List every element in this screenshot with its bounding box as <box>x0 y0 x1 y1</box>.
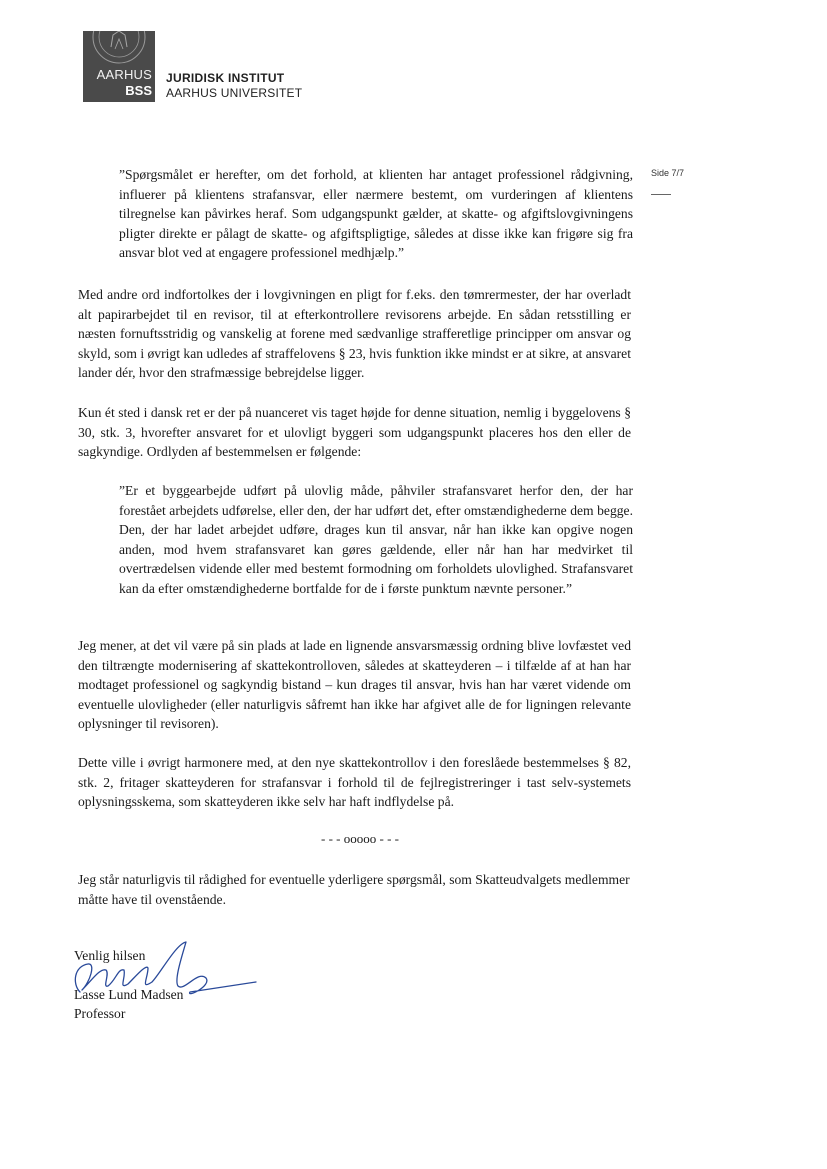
paragraph-1: Med andre ord indfortolkes der i lovgivningen en pligt for f.eks. den tømrermester, der har overladt alt papirarbejdet til en revisor, til at efterkontrollere revisorens arbejde. En sådan retsstilling er næsten fornuftsstridig og vanskelig at forene med sædvanlige strafferetlige principper om ansvar og skyld, som i øvrigt kan udledes af straffelovens § 23, hvis funktion ikke mindst er at sikre, at ansvaret lander dér, hvor den strafmæssige bebrejdelse ligger. <box>78 287 631 381</box>
logo-aarhus-text: AARHUS <box>96 67 152 82</box>
block-quote-1: ”Spørgsmålet er herefter, om det forhold, at klienten har antaget professionel rådgivning, influerer på klientens strafansvar, eller nærmere bestemt, om vurderingen af klientens tilregnelse kan påvirkes heraf. Som udgangspunkt gælder, at skatte- og afgiftslovgivningens pligter direkte er pålagt de skatte- og afgiftspligtige, således at disse ikke kan frigøre sig fra ansvar blot ved at engagere professionel medhjælp.” <box>119 167 633 261</box>
university-name: AARHUS UNIVERSITET <box>166 86 303 100</box>
page-number-divider <box>651 194 671 195</box>
signer-title: Professor <box>74 1006 126 1021</box>
block-quote-2: ”Er et byggearbejde udført på ulovlig måde, påhviler strafansvaret herfor den, der har forestået arbejdets udførelse, eller den, der har udført det, efter omstændighederne dem begge. Den, der har ladet arbejdet udføre, drages kun til ansvar, når han ikke kan opgive nogen anden, mod hvem strafansvaret kan gøres gældende, eller når han har medvirket til overtrædelsen vidende eller med bestemt formodning om forholdets ulovlighed. Strafansvaret kan da efter omstændighederne bortfalde for de i første punktum nævnte personer.” <box>119 483 633 596</box>
greeting: Venlig hilsen <box>74 948 146 963</box>
page-number: Side 7/7 <box>651 168 685 178</box>
institute-name: JURIDISK INSTITUT <box>166 71 285 85</box>
paragraph-2: Kun ét sted i dansk ret er der på nuanceret vis taget højde for denne situation, nemlig i byggelovens § 30, stk. 3, hvorefter ansvaret for et ulovligt byggeri som udgangspunkt placeres hos den eller de sagkyndige. Ordlyden af bestemmelsen er følgende: <box>78 405 631 460</box>
section-separator: - - - ooooo - - - <box>321 831 399 846</box>
closing-paragraph: Jeg står naturligvis til rådighed for eventuelle yderligere spørgsmål, som Skatteudvalgets medlemmer måtte have til ovenstående. <box>78 872 630 907</box>
signer-name: Lasse Lund Madsen <box>74 987 184 1002</box>
paragraph-4: Dette ville i øvrigt harmonere med, at den nye skattekontrollov i den foreslåede bestemmelses § 82, stk. 2, fritager skatteyderen for strafansvar i forhold til de fejlregistreringer i tast selv-systemets oplysningsskema, som skatteyderen ikke selv har haft indflydelse på. <box>78 755 631 810</box>
aarhus-bss-logo <box>83 31 155 102</box>
university-seal-icon <box>91 31 147 65</box>
logo-bss-text: BSS <box>125 83 152 98</box>
handwritten-signature <box>66 940 266 1010</box>
paragraph-3: Jeg mener, at det vil være på sin plads at lade en lignende ansvarsmæssig ordning blive lovfæstet ved den tiltrængte modernisering af skattekontrolloven, således at skatteyderen – i tilfælde af at han har modtaget professionel og sagkyndig bistand – kun drages til ansvar, hvis han har været vidende om eventuelle ulovligheder (eller naturligvis såfremt han ikke har afgivet alle de for ligningen relevante oplysninger til revisoren). <box>78 638 631 732</box>
